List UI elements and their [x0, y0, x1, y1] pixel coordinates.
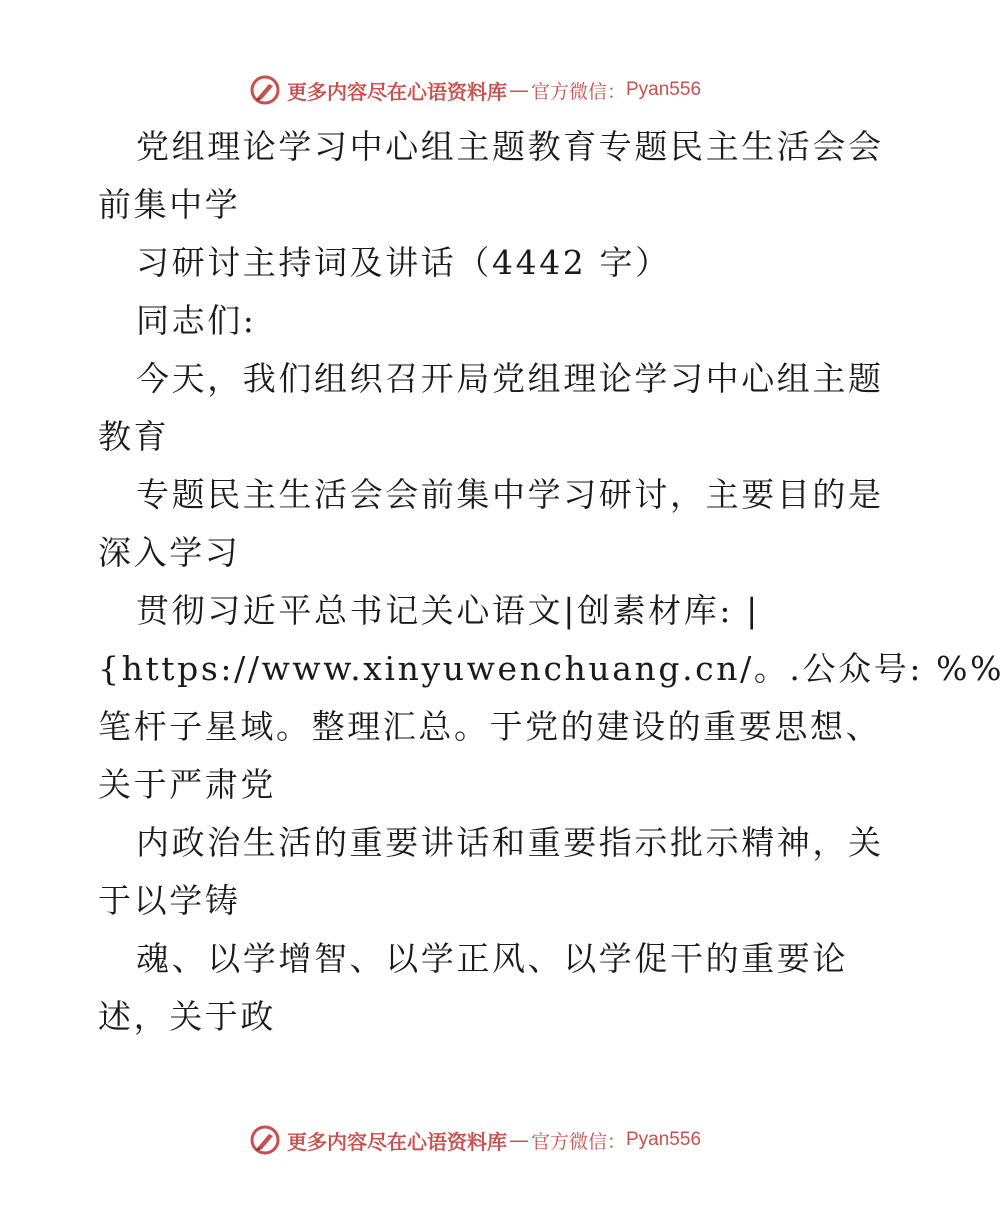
text-line: 于以学铸 — [98, 881, 241, 920]
text-line: 今天，我们组织召开局党组理论学习中心组主题 — [136, 359, 884, 398]
text-line: 深入学习 — [98, 533, 241, 572]
footer-banner — [0, 1120, 950, 1160]
banner-dash: — — [508, 1128, 529, 1152]
banner-dash: — — [508, 78, 529, 102]
text-line: 同志们: — [136, 301, 257, 340]
document-body — [98, 118, 1004, 1046]
text-line: 习研讨主持词及讲话（4442 字） — [136, 243, 671, 282]
text-line: 贯彻习近平总书记关心语文|创素材库: | — [136, 591, 760, 630]
banner-official-label: 官方微信： — [530, 80, 626, 103]
pen-nib-icon — [249, 1124, 281, 1156]
text-line: 前集中学 — [98, 185, 241, 224]
banner-brand: 更多内容尽在心语资料库 — [286, 1129, 507, 1154]
banner-wechat-id: Pyan556 — [626, 1129, 702, 1150]
pen-nib-icon — [249, 74, 281, 106]
banner-official-label: 官方微信： — [530, 1130, 626, 1153]
text-line: 笔杆子星域。整理汇总。于党的建设的重要思想、 — [98, 707, 882, 746]
text-line: 教育 — [98, 417, 170, 456]
text-line: {https://www.xinyuwenchuang.cn/。.公众号: %% — [98, 649, 1004, 688]
text-line: 内政治生活的重要讲话和重要指示批示精神，关 — [136, 823, 884, 862]
text-line: 党组理论学习中心组主题教育专题民主生活会会 — [136, 127, 884, 166]
banner-brand: 更多内容尽在心语资料库 — [286, 79, 507, 104]
text-line: 关于严肃党 — [98, 765, 276, 804]
text-line: 述，关于政 — [98, 997, 276, 1036]
header-banner — [0, 70, 950, 110]
text-line: 专题民主生活会会前集中学习研讨，主要目的是 — [136, 475, 884, 514]
text-line: 魂、以学增智、以学正风、以学促干的重要论 — [136, 939, 848, 978]
banner-wechat-id: Pyan556 — [626, 79, 702, 100]
